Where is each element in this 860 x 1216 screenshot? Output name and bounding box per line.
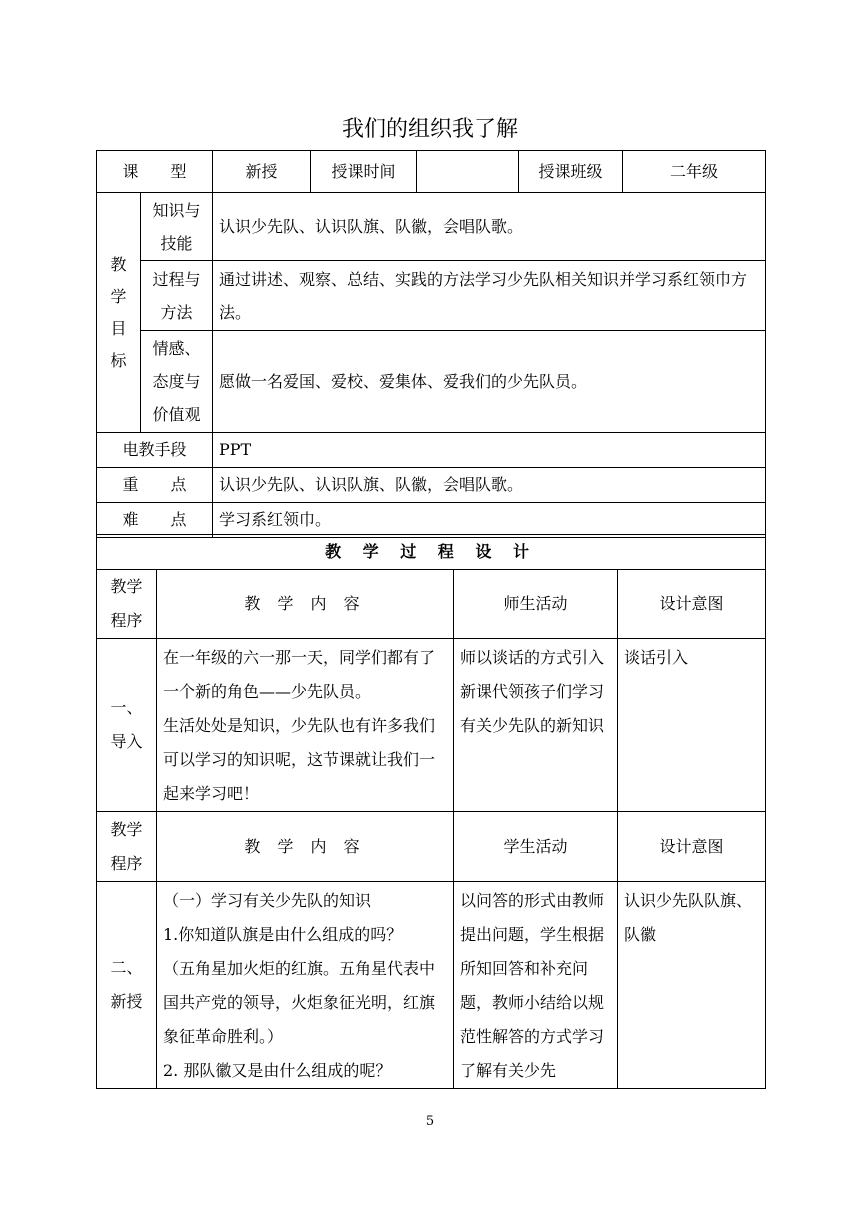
new-lesson-content-line: 2. 那队徽又是由什么组成的呢？ xyxy=(163,1061,392,1080)
process-value: 通过讲述、观察、总结、实践的方法学习少先队相关知识并学习系红领巾方法。 xyxy=(213,261,766,331)
intro-activity: 师以谈话的方式引入新课代领孩子们学习有关少先队的新知识 xyxy=(454,639,618,812)
content-header-1: 教 学 内 容 xyxy=(157,570,454,639)
process-design-table xyxy=(96,534,766,1089)
column-header-row-2 xyxy=(97,812,766,882)
media-value: PPT xyxy=(213,433,766,468)
intro-content-line: 生活处处是知识，少先队也有许多我们可以学习的知识呢，这节课就让我们一起来学习吧！ xyxy=(163,716,436,803)
course-type-value: 新授 xyxy=(213,151,311,193)
activity-header-2: 学生活动 xyxy=(454,812,618,882)
page-number: 5 xyxy=(425,1114,435,1129)
media-row xyxy=(97,433,766,468)
emotion-label: 情感、态度与价值观 xyxy=(141,331,213,433)
intro-content xyxy=(157,639,454,812)
new-lesson-content-line: （五角星加火炬的红旗。五角星代表中国共产党的领导，火炬象征光明，红旗象征革命胜利。） xyxy=(163,959,436,1046)
class-label: 授课班级 xyxy=(519,151,623,193)
new-lesson-content-line: （一）学习有关少先队的知识 xyxy=(163,891,372,910)
column-header-row-1 xyxy=(97,570,766,639)
difficult-point-row xyxy=(97,503,766,538)
new-lesson-step: 二、新授 xyxy=(97,882,157,1089)
goal-emotion-row xyxy=(97,331,766,433)
intent-header-2: 设计意图 xyxy=(618,812,766,882)
goal-knowledge-row xyxy=(97,193,766,261)
new-lesson-content-line: 1.你知道队旗是由什么组成的吗？ xyxy=(163,925,403,944)
difficult-point-value: 学习系红领巾。 xyxy=(213,503,766,538)
content-header-2: 教 学 内 容 xyxy=(157,812,454,882)
key-point-label: 重 点 xyxy=(97,468,213,503)
step-header-1: 教学程序 xyxy=(97,570,157,639)
step-header-2: 教学程序 xyxy=(97,812,157,882)
new-lesson-activity: 以问答的形式由教师提出问题，学生根据所知回答和补充问题，教师小结给以规范性解答的方式学习了解有关少先 xyxy=(454,882,618,1089)
new-lesson-intent: 认识少先队队旗、队徽 xyxy=(618,882,766,1089)
key-point-row xyxy=(97,468,766,503)
design-header-row xyxy=(97,535,766,570)
intro-content-line: 在一年级的六一那一天，同学们都有了一个新的角色——少先队员。 xyxy=(163,648,436,701)
process-label: 过程与方法 xyxy=(141,261,213,331)
intro-step: 一、导入 xyxy=(97,639,157,812)
media-label: 电教手段 xyxy=(97,433,213,468)
new-lesson-content xyxy=(157,882,454,1089)
new-lesson-row xyxy=(97,882,766,1089)
knowledge-label: 知识与技能 xyxy=(141,193,213,261)
key-point-value: 认识少先队、认识队旗、队徽，会唱队歌。 xyxy=(213,468,766,503)
goals-section-label: 教学目标 xyxy=(97,193,141,433)
time-value xyxy=(417,151,519,193)
intro-row xyxy=(97,639,766,812)
class-value: 二年级 xyxy=(623,151,766,193)
emotion-value: 愿做一名爱国、爱校、爱集体、爱我们的少先队员。 xyxy=(213,331,766,433)
goal-process-row xyxy=(97,261,766,331)
activity-header-1: 师生活动 xyxy=(454,570,618,639)
intro-intent: 谈话引入 xyxy=(618,639,766,812)
design-header: 教 学 过 程 设 计 xyxy=(97,535,766,570)
time-label: 授课时间 xyxy=(311,151,417,193)
course-type-label: 课 型 xyxy=(97,151,213,193)
knowledge-value: 认识少先队、认识队旗、队徽，会唱队歌。 xyxy=(213,193,766,261)
lesson-info-table xyxy=(96,150,766,538)
info-row xyxy=(97,151,766,193)
intent-header-1: 设计意图 xyxy=(618,570,766,639)
difficult-point-label: 难 点 xyxy=(97,503,213,538)
page-title: 我们的组织我了解 xyxy=(341,117,518,142)
